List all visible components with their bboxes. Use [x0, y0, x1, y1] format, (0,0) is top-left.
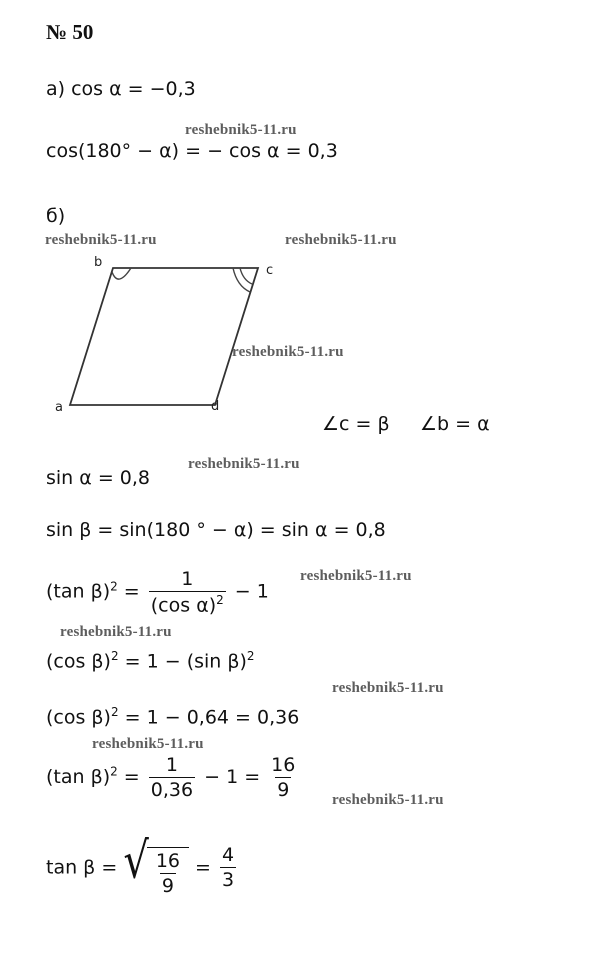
watermark-text: reshebnik5-11.ru — [300, 568, 412, 584]
denominator-text: (cos α) — [150, 594, 217, 617]
part-b-label: б) — [46, 205, 66, 227]
fraction-denominator: 3 — [222, 868, 235, 891]
tan-formula-fraction — [149, 568, 226, 616]
fraction-4-over-3 — [220, 844, 236, 891]
vertex-d-label: d — [211, 399, 220, 414]
fraction-denominator: 9 — [277, 779, 290, 801]
parallelogram-figure — [40, 248, 290, 418]
angle-c-arc-inner — [240, 268, 252, 284]
cos-value-rhs: = 1 − 0,64 = 0,36 — [118, 706, 300, 729]
task-number-title: № 50 — [46, 20, 94, 44]
angle-b-label: ∠b = α — [420, 413, 490, 435]
watermark-text: reshebnik5-11.ru — [232, 344, 344, 360]
watermark-text: reshebnik5-11.ru — [185, 122, 297, 138]
cos-formula-rhs-exp: 2 — [246, 649, 255, 663]
fraction-numerator: 4 — [222, 843, 235, 866]
tan-value-eq: = — [117, 766, 146, 788]
fraction-one-over-036 — [149, 754, 195, 801]
watermark-text: reshebnik5-11.ru — [285, 232, 397, 248]
fraction-numerator: 16 — [271, 754, 296, 776]
angle-c-label: ∠c = β — [322, 413, 390, 435]
fraction-numerator: 1 — [181, 568, 194, 590]
fraction-denominator: 9 — [161, 874, 174, 897]
cos-value-lhs: (cos β) — [46, 706, 111, 729]
radicand — [147, 847, 189, 897]
watermark-text: reshebnik5-11.ru — [92, 736, 204, 752]
watermark-text: reshebnik5-11.ru — [45, 232, 157, 248]
fraction-denominator — [149, 591, 226, 616]
tan-value-lhs: (tan β) — [46, 766, 111, 788]
watermark-text: reshebnik5-11.ru — [60, 624, 172, 640]
fraction-16-over-9 — [154, 850, 182, 897]
fraction-numerator: 16 — [155, 849, 180, 872]
tan-value-mid: − 1 = — [198, 766, 267, 788]
tan-value-exp: 2 — [110, 764, 118, 779]
tan-formula-rest: − 1 — [228, 580, 269, 603]
tan-result-lhs: tan β = — [46, 856, 124, 879]
tan-formula-exp: 2 — [110, 579, 118, 594]
vertex-c-label: c — [266, 263, 274, 278]
cos-formula-exp: 2 — [110, 649, 119, 663]
angle-b-arc — [112, 268, 131, 279]
fraction-denominator: 0,36 — [150, 779, 194, 801]
cos-squared-value — [46, 705, 299, 728]
vertex-a-label: a — [55, 400, 63, 415]
parallelogram-shape — [70, 268, 258, 405]
watermark-text: reshebnik5-11.ru — [332, 680, 444, 696]
fraction-16-over-9 — [269, 754, 297, 801]
fraction-numerator: 1 — [165, 754, 178, 776]
denominator-exp: 2 — [216, 593, 224, 607]
watermark-text: reshebnik5-11.ru — [332, 792, 444, 808]
radical-sign-icon: √ — [123, 832, 149, 890]
tan-squared-formula — [46, 568, 269, 616]
square-root — [123, 832, 189, 897]
tan-result-eq: = — [189, 856, 217, 879]
cos-formula-rhs: = 1 − (sin β) — [118, 650, 247, 673]
vertex-b-label: b — [94, 255, 103, 270]
sin-alpha-line: sin α = 0,8 — [46, 467, 150, 489]
part-a-given: а) cos α = −0,3 — [46, 78, 196, 100]
cos-squared-formula — [46, 649, 255, 672]
sin-beta-line: sin β = sin(180 ° − α) = sin α = 0,8 — [46, 519, 386, 541]
tan-beta-result — [46, 832, 239, 897]
watermark-text: reshebnik5-11.ru — [188, 456, 300, 472]
tan-formula-lhs: (tan β) — [46, 580, 111, 603]
tan-squared-value — [46, 754, 300, 801]
cos-value-exp: 2 — [110, 705, 119, 719]
tan-formula-eq: = — [117, 580, 146, 603]
part-a-result: cos(180° − α) = − cos α = 0,3 — [46, 140, 338, 162]
cos-formula-lhs: (cos β) — [46, 650, 111, 673]
